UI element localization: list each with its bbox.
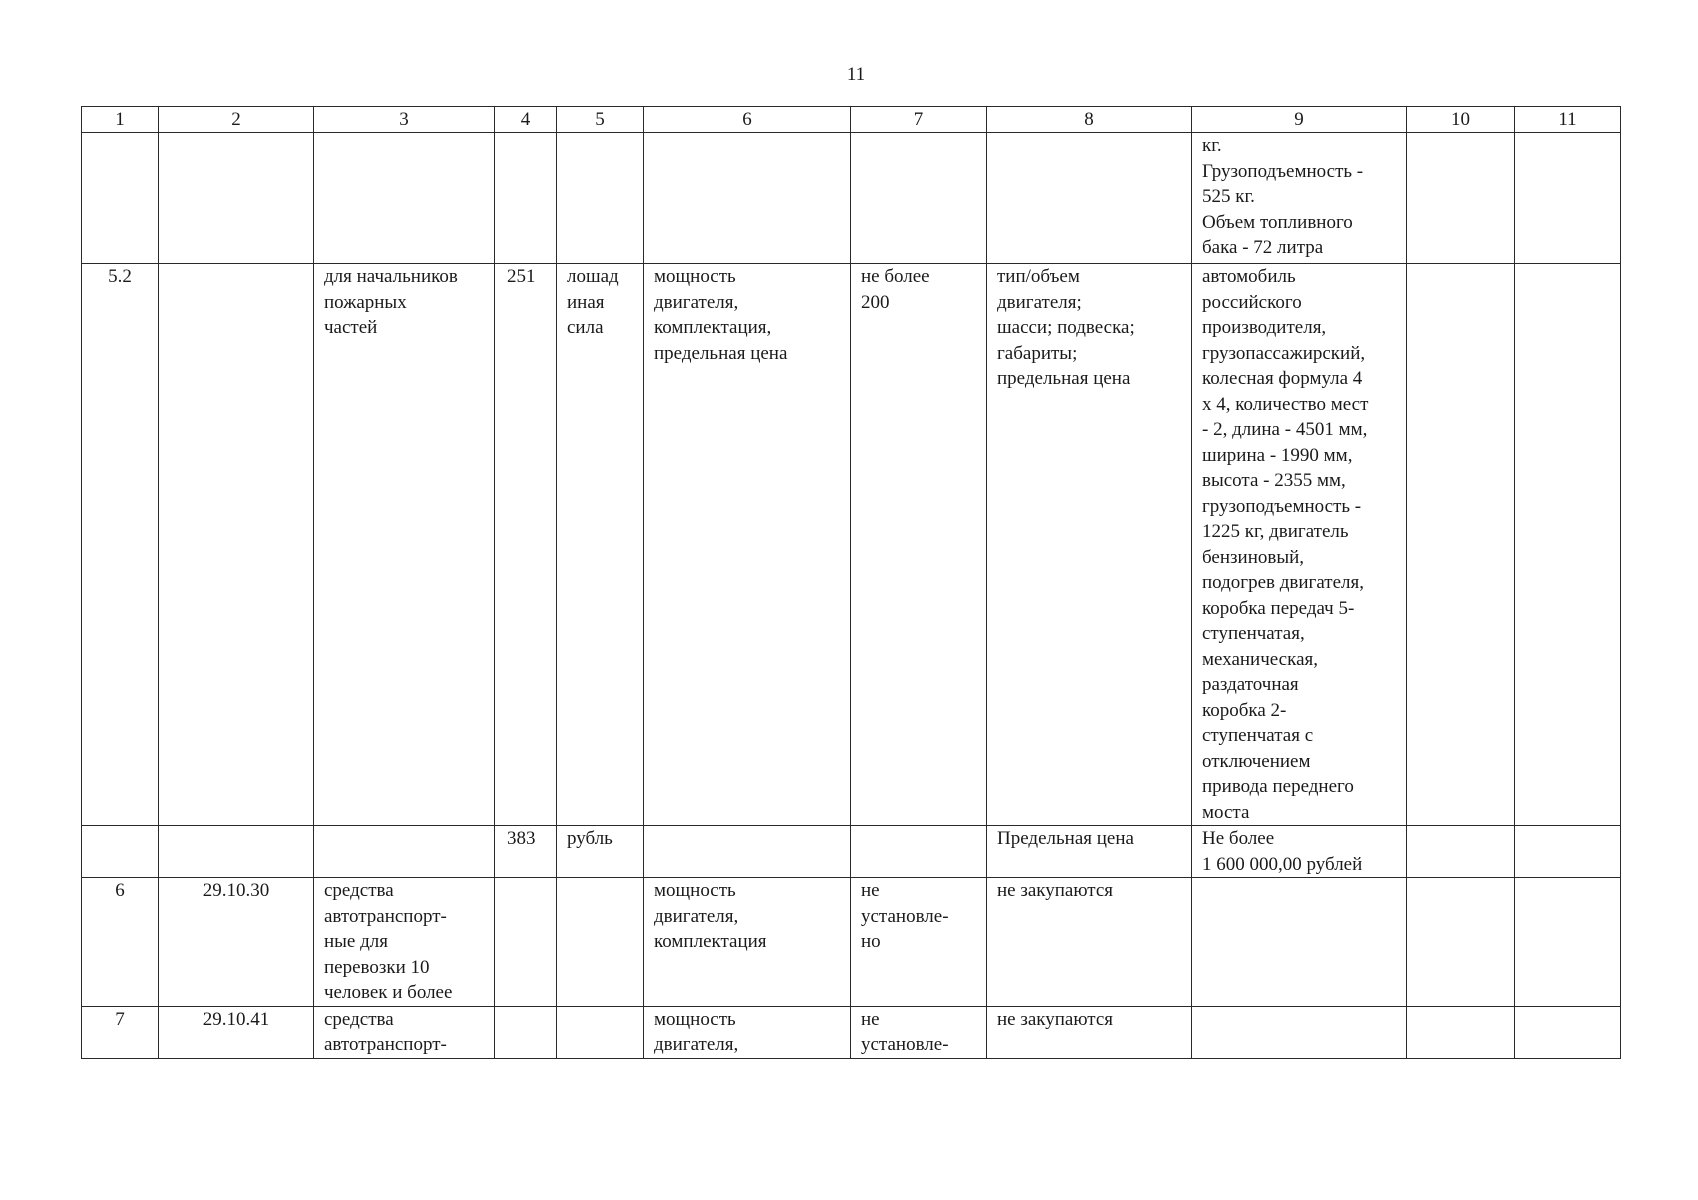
cell-text-line: не [861, 1008, 880, 1030]
cell-text-line: отключением [1202, 750, 1311, 772]
column-number-cell: 2 [159, 107, 314, 133]
table-cell [851, 826, 987, 878]
column-number-cell: 1 [82, 107, 159, 133]
cell-text-line: подогрев двигателя, [1202, 572, 1364, 593]
cell-text-line: рубль [567, 828, 613, 849]
cell-text-line: комплектация, [654, 317, 772, 338]
cell-text-line: не закупаются [997, 1008, 1114, 1030]
cell-text-line: моста [1202, 801, 1250, 823]
cell-text-line: двигателя, [654, 1034, 739, 1055]
table-cell [82, 1006, 159, 1058]
cell-text-line: габариты; [997, 342, 1078, 364]
cell-text-line: 200 [861, 291, 890, 313]
cell-text-line: коробка передач 5- [1202, 597, 1355, 619]
cell-text-line: Грузоподъемность - [1202, 160, 1364, 182]
table-cell [1407, 826, 1515, 878]
cell-text-line: 525 кг. [1202, 186, 1255, 207]
column-number-row [82, 107, 1621, 133]
table-cell [1515, 1006, 1621, 1058]
cell-text-line: тип/объем [997, 266, 1080, 287]
cell-text-line: двигателя, [654, 905, 739, 927]
table-cell [495, 1006, 557, 1058]
table-cell [987, 826, 1192, 878]
cell-text-line: производителя, [1202, 317, 1327, 338]
table-row [82, 826, 1621, 878]
table-cell [1407, 133, 1515, 264]
column-number-cell: 10 [1407, 107, 1515, 133]
table-row [82, 133, 1621, 264]
column-number-cell: 9 [1192, 107, 1407, 133]
cell-text-line: 29.10.41 [202, 1008, 270, 1030]
table-cell [495, 826, 557, 878]
table-cell [851, 878, 987, 1007]
cell-text-line: привода переднего [1202, 776, 1354, 797]
cell-text-line: Не более [1202, 828, 1275, 849]
cell-text-line: человек и более [324, 982, 453, 1003]
cell-text-line: автотранспорт- [324, 905, 447, 927]
cell-text-line: предельная цена [997, 368, 1131, 389]
table-cell [1192, 1006, 1407, 1058]
cell-text-line: не более [861, 266, 930, 287]
table-cell [557, 1006, 644, 1058]
table-cell [987, 878, 1192, 1007]
column-number-cell: 7 [851, 107, 987, 133]
cell-text-line: 1225 кг, двигатель [1202, 521, 1349, 542]
cell-text-line: 251 [507, 266, 536, 287]
table-cell [557, 264, 644, 826]
table-cell [851, 264, 987, 826]
table-cell [987, 1006, 1192, 1058]
cell-text-line: мощность [654, 1008, 736, 1030]
table-cell [314, 133, 495, 264]
cell-text-line: двигателя; [997, 291, 1082, 313]
table-cell [159, 1006, 314, 1058]
cell-text-line: коробка 2- [1202, 699, 1287, 721]
cell-text-line: автотранспорт- [324, 1034, 447, 1055]
cell-text-line: 29.10.30 [202, 880, 270, 901]
table-cell [314, 264, 495, 826]
cell-text-line: шасси; подвеска; [997, 317, 1135, 338]
cell-text-line: ные для [324, 931, 389, 952]
table-row [82, 1006, 1621, 1058]
column-number-cell: 5 [557, 107, 644, 133]
cell-text-line: колесная формула 4 [1202, 368, 1363, 389]
cell-text-line: лошад [567, 266, 619, 287]
cell-text-line: ширина - 1990 мм, [1202, 444, 1353, 466]
cell-text-line: высота - 2355 мм, [1202, 470, 1346, 491]
table-cell [159, 826, 314, 878]
table-cell [1515, 264, 1621, 826]
table-cell [644, 878, 851, 1007]
table-cell [1192, 826, 1407, 878]
table-cell [314, 826, 495, 878]
table-cell [1407, 1006, 1515, 1058]
cell-text-line: средства [324, 1008, 394, 1030]
cell-text-line: грузоподъемность - [1202, 495, 1362, 517]
cell-text-line: раздаточная [1202, 674, 1299, 695]
cell-text-line: но [861, 931, 881, 952]
table-cell [495, 878, 557, 1007]
cell-text-line: грузопассажирский, [1202, 342, 1366, 364]
cell-text-line: для начальников [324, 266, 458, 287]
table-cell [1407, 878, 1515, 1007]
cell-text-line: 5.2 [108, 266, 132, 287]
cell-text-line: 6 [115, 880, 125, 901]
table-cell [987, 133, 1192, 264]
cell-text-line: мощность [654, 266, 736, 287]
cell-text-line: ступенчатая с [1202, 725, 1314, 746]
table-cell [1407, 264, 1515, 826]
table-cell [314, 1006, 495, 1058]
cell-text-line: предельная цена [654, 342, 788, 364]
cell-text-line: х 4, количество мест [1202, 393, 1369, 415]
table-row [82, 264, 1621, 826]
column-number-cell: 6 [644, 107, 851, 133]
cell-text-line: Предельная цена [997, 828, 1134, 849]
page-number: 11 [846, 64, 866, 85]
column-number-cell: 4 [495, 107, 557, 133]
column-number-cell: 11 [1515, 107, 1621, 133]
table-cell [159, 133, 314, 264]
cell-text-line: комплектация [654, 931, 767, 952]
cell-text-line: бака - 72 литра [1202, 237, 1324, 258]
cell-text-line: мощность [654, 880, 736, 901]
cell-text-line: установле- [861, 905, 949, 927]
table-cell [1515, 133, 1621, 264]
cell-text-line: сила [567, 317, 604, 338]
table-row [82, 878, 1621, 1007]
cell-text-line: кг. [1202, 135, 1222, 156]
cell-text-line: частей [324, 317, 378, 338]
cell-text-line: ступенчатая, [1202, 623, 1305, 644]
table-cell [557, 878, 644, 1007]
cell-text-line: 7 [115, 1008, 125, 1030]
table-cell [1515, 878, 1621, 1007]
table-cell [644, 133, 851, 264]
column-number-cell: 3 [314, 107, 495, 133]
column-number-cell: 8 [987, 107, 1192, 133]
cell-text-line: механическая, [1202, 648, 1318, 670]
cell-text-line: 1 600 000,00 рублей [1202, 853, 1363, 875]
cell-text-line: перевозки 10 [324, 956, 430, 978]
table-cell [82, 826, 159, 878]
table-cell [644, 826, 851, 878]
cell-text-line: пожарных [324, 291, 407, 313]
table-cell [159, 264, 314, 826]
table-cell [557, 826, 644, 878]
specification-table [81, 106, 1621, 1059]
cell-text-line: - 2, длина - 4501 мм, [1202, 419, 1368, 440]
table-cell [82, 878, 159, 1007]
cell-text-line: автомобиль [1202, 266, 1296, 287]
table-cell [644, 1006, 851, 1058]
cell-text-line: не [861, 880, 880, 901]
table-cell [1515, 826, 1621, 878]
cell-text-line: двигателя, [654, 291, 739, 313]
cell-text-line: не закупаются [997, 880, 1114, 901]
table-cell [644, 264, 851, 826]
table-cell [495, 133, 557, 264]
table-cell [1192, 878, 1407, 1007]
cell-text-line: российского [1202, 291, 1302, 313]
cell-text-line: иная [567, 291, 605, 313]
cell-text-line: Объем топливного [1202, 211, 1353, 233]
table-cell [851, 133, 987, 264]
table-cell [495, 264, 557, 826]
table-cell [987, 264, 1192, 826]
cell-text-line: средства [324, 880, 394, 901]
cell-text-line: установле- [861, 1034, 949, 1055]
table-cell [557, 133, 644, 264]
table-cell [159, 878, 314, 1007]
table-cell [82, 133, 159, 264]
table-cell [82, 264, 159, 826]
table-cell [1192, 264, 1407, 826]
cell-text-line: 383 [507, 828, 536, 849]
table-cell [851, 1006, 987, 1058]
table-cell [314, 878, 495, 1007]
cell-text-line: бензиновый, [1202, 546, 1305, 568]
table-cell [1192, 133, 1407, 264]
